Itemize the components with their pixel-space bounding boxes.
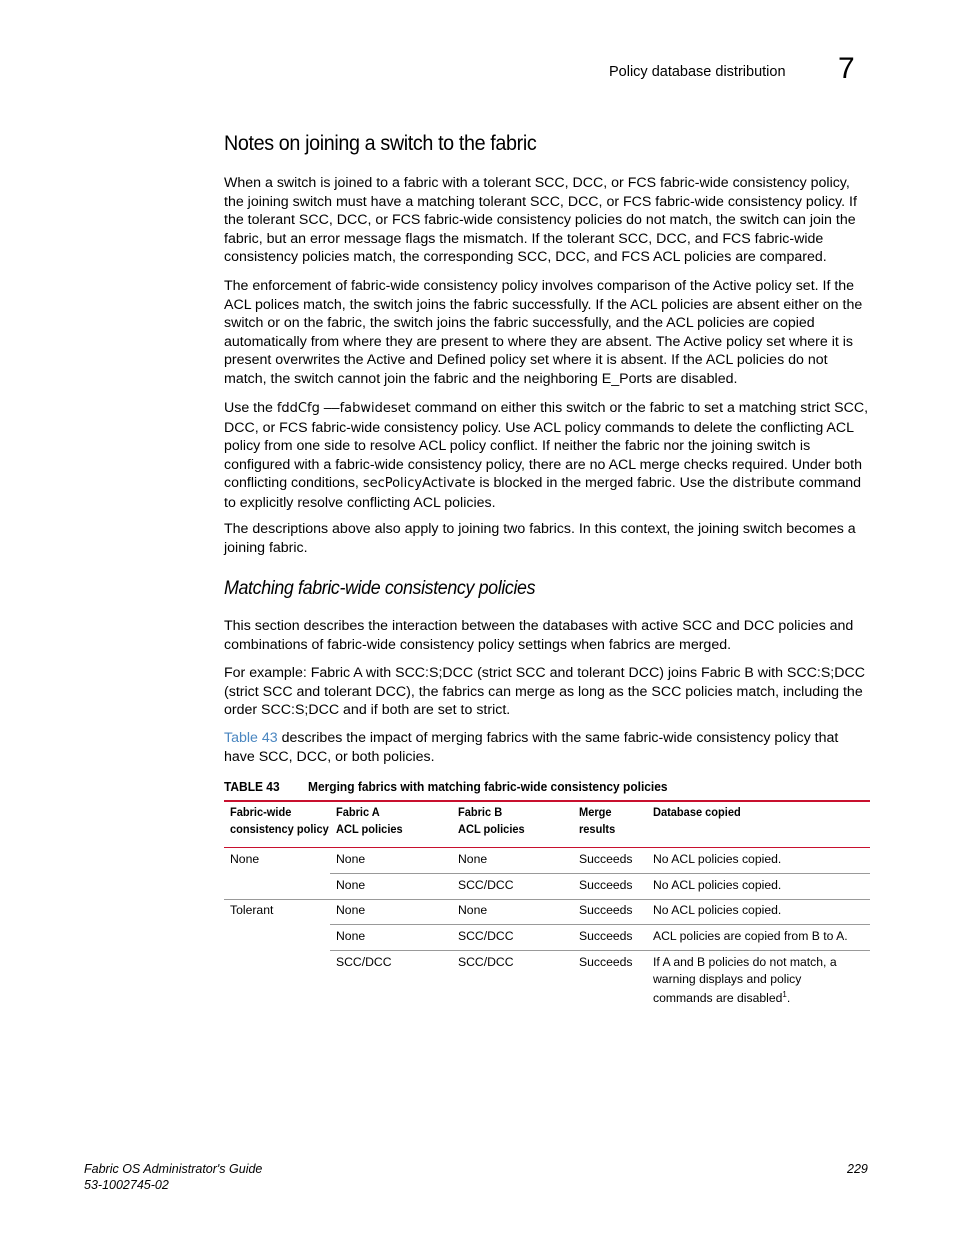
table-header-rule — [224, 847, 870, 848]
table-top-rule — [224, 800, 870, 802]
table-caption: Merging fabrics with matching fabric-wide consistency policies — [308, 779, 668, 794]
paragraph-2: The enforcement of fabric-wide consistency policy involves comparison of the Active policy set. If the ACL polices match, the switch joins the fabric successfully. If the ACL policies are absent either on the switch or on the fabric, the switch joins the fabric successfully, and the ACL policies are copied automatically from where they are present to where they are absent. The Active policy set where it is present overwrites the Active and Defined policy set where it is absent. If the ACL policies do not match, the switch cannot join the fabric and the neighboring E_Ports are disabled. — [224, 278, 863, 387]
table-cell: SCC/DCC — [458, 955, 514, 969]
command-distribute: distribute — [732, 476, 795, 492]
paragraph-7 — [224, 729, 870, 766]
page-number: 229 — [847, 1162, 868, 1176]
row-divider — [224, 899, 870, 900]
column-header: Database copied — [653, 805, 741, 819]
table-label: TABLE 43 — [224, 779, 280, 794]
table-cell: Succeeds — [579, 878, 633, 892]
subsection-title: Matching fabric-wide consistency policies — [224, 578, 536, 599]
paragraph-1: When a switch is joined to a fabric with a tolerant SCC, DCC, or FCS fabric-wide consistency policy, the joining switch must have a matching tolerant SCC, DCC, or FCS fabric-wide consistency policy. If the tolerant SCC, DCC, or FCS fabric-wide consistency policies do not match, the switch can join the fabric, but an error message flags the mismatch. If the tolerant SCC, DCC, and FCS fabric-wide consistency policies match, the corresponding SCC, DCC, and FCS ACL policies are compared. — [224, 175, 857, 266]
column-header: Fabric B ACL policies — [458, 805, 525, 836]
table-cell: None — [336, 929, 366, 943]
table-cell: None — [336, 878, 366, 892]
table-cell: None — [458, 852, 488, 866]
row-divider — [330, 924, 870, 925]
footer-doc-number: 53-1002745-02 — [84, 1178, 169, 1192]
table-cell: None — [336, 903, 366, 917]
footer-guide-title: Fabric OS Administrator's Guide — [84, 1162, 263, 1176]
command-fabwideset: fabwideset — [339, 401, 411, 416]
column-header: Merge results — [579, 805, 616, 836]
running-header: Policy database distribution — [609, 64, 786, 80]
table-cell: None — [336, 852, 366, 866]
table-cell: Succeeds — [579, 852, 633, 866]
table-cell: Succeeds — [579, 929, 633, 943]
table-cell: Succeeds — [579, 903, 633, 917]
table-cell: No ACL policies copied. — [653, 903, 782, 917]
row-divider — [330, 950, 870, 951]
command-secpolicyactivate: secPolicyActivate — [362, 476, 476, 492]
table-cell: SCC/DCC — [458, 878, 514, 892]
paragraph-4: The descriptions above also apply to joining two fabrics. In this context, the joining switch becomes a joining fabric. — [224, 521, 856, 556]
column-header: Fabric-wide consistency policy — [230, 805, 329, 836]
table-cell: SCC/DCC — [458, 929, 514, 943]
p3-text-d: is blocked in the merged fabric. Use the — [475, 475, 733, 492]
table-cell: None — [458, 903, 488, 917]
command-fddcfg: fddCfg — [276, 401, 320, 416]
row-divider — [330, 873, 870, 874]
section-title: Notes on joining a switch to the fabric — [224, 132, 537, 155]
p3-text-a: Use the — [224, 400, 277, 416]
p7-text: describes the impact of merging fabrics with the same fabric-wide consistency policy that have SCC, DCC, or both policies. — [224, 730, 839, 765]
table-cell: None — [230, 852, 260, 866]
p3-text-e: command to explicitly resolve conflicting ACL policies. — [224, 475, 862, 511]
table-cell: SCC/DCC — [336, 955, 392, 969]
table-cell: ACL policies are copied from B to A. — [653, 929, 848, 943]
paragraph-5: This section describes the interaction between the databases with active SCC and DCC policies and combinations of fabric-wide consistency policy settings when fabrics are merged. — [224, 618, 854, 653]
paragraph-3 — [224, 399, 870, 513]
p3-text-c: command on either this switch or the fabric to set a matching strict SCC, DCC, or FCS fabric-wide consistency policy. Use ACL policy commands to delete the conflicting ACL policy from one side to resolve ACL policy conflict. If neither the fabric nor the joining switch is configured with a fabric-wide consistency policy, there are no ACL merge checks required. Under both conflicting conditions, — [224, 400, 869, 492]
table-cell: No ACL policies copied. — [653, 878, 782, 892]
table-cell: No ACL policies copied. — [653, 852, 782, 866]
paragraph-6: For example: Fabric A with SCC:S;DCC (strict SCC and tolerant DCC) joins Fabric B with SCC:S;DCC (strict SCC and tolerant DCC), the fabrics can merge as long as the SCC policies match, including the order SCC:S;DCC and if both are set to strict. — [224, 665, 865, 719]
table-cell-note: If A and B policies do not match, a warning displays and policy commands are disabled$^1$. — [653, 955, 837, 1006]
p3-text-b: –– — [319, 400, 340, 416]
table-cell: Tolerant — [230, 903, 274, 917]
footnote-marker: 1 — [782, 990, 787, 999]
table-cell: Succeeds — [579, 955, 633, 969]
table-43-link[interactable]: Table 43 — [224, 730, 278, 746]
column-header: Fabric A ACL policies — [336, 805, 403, 836]
chapter-number: 7 — [838, 52, 855, 85]
